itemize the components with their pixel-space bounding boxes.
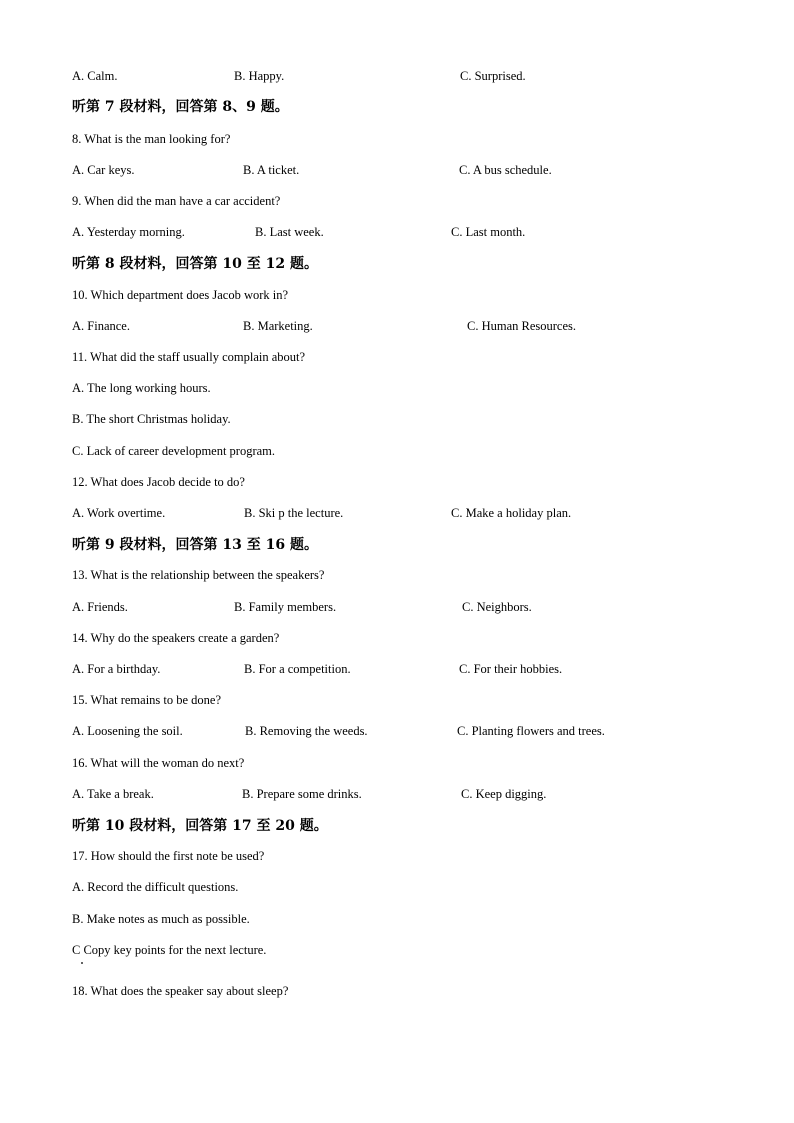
- question-13: 13. What is the relationship between the speakers?: [72, 568, 325, 582]
- question-17: 17. How should the first note be used?: [72, 849, 265, 863]
- q15-option-b: B. Removing the weeds.: [245, 724, 368, 738]
- question-8: 8. What is the man looking for?: [72, 132, 231, 146]
- q9-option-b: B. Last week.: [255, 225, 324, 239]
- q8-option-a: A. Car keys.: [72, 163, 135, 177]
- q10-option-a: A. Finance.: [72, 319, 130, 333]
- section-heading-10: 听第 10 段材料，回答第 17 至 20 题。: [72, 818, 328, 834]
- question-9: 9. When did the man have a car accident?: [72, 194, 281, 208]
- q11-option-c: C. Lack of career development program.: [72, 444, 276, 458]
- q7-option-a: A. Calm.: [72, 69, 118, 83]
- section-heading-9: 听第 9 段材料，回答第 13 至 16 题。: [72, 537, 318, 553]
- q12-option-a: A. Work overtime.: [72, 506, 166, 520]
- q15-option-c: C. Planting flowers and trees.: [457, 724, 605, 738]
- question-14: 14. Why do the speakers create a garden?: [72, 631, 280, 645]
- q13-option-b: B. Family members.: [234, 600, 337, 614]
- q12-option-c: C. Make a holiday plan.: [451, 506, 572, 520]
- q7-option-b: B. Happy.: [234, 69, 285, 83]
- q13-option-a: A. Friends.: [72, 600, 128, 614]
- q14-option-a: A. For a birthday.: [72, 662, 161, 676]
- q17-option-b: B. Make notes as much as possible.: [72, 912, 250, 926]
- q9-option-a: A. Yesterday morning.: [72, 225, 185, 239]
- q8-option-c: C. A bus schedule.: [459, 163, 552, 177]
- q10-option-b: B. Marketing.: [243, 319, 313, 333]
- q11-option-a: A. The long working hours.: [72, 381, 211, 395]
- q10-option-c: C. Human Resources.: [467, 319, 577, 333]
- q11-option-b: B. The short Christmas holiday.: [72, 412, 231, 426]
- section-heading-7: 听第 7 段材料，回答第 8、9 题。: [72, 99, 289, 115]
- q16-option-a: A. Take a break.: [72, 787, 154, 801]
- question-11: 11. What did the staff usually complain about?: [72, 350, 306, 364]
- stray-dot: [81, 962, 83, 964]
- q9-option-c: C. Last month.: [451, 225, 526, 239]
- q15-option-a: A. Loosening the soil.: [72, 724, 183, 738]
- question-15: 15. What remains to be done?: [72, 693, 222, 707]
- q17-option-a: A. Record the difficult questions.: [72, 880, 239, 894]
- q17-option-c: C Copy key points for the next lecture.: [72, 943, 267, 957]
- q13-option-c: C. Neighbors.: [462, 600, 532, 614]
- question-16: 16. What will the woman do next?: [72, 756, 245, 770]
- question-18: 18. What does the speaker say about sleep?: [72, 984, 289, 998]
- section-heading-8: 听第 8 段材料，回答第 10 至 12 题。: [72, 256, 318, 272]
- q12-option-b: B. Ski p the lecture.: [244, 506, 344, 520]
- question-12: 12. What does Jacob decide to do?: [72, 475, 245, 489]
- q14-option-b: B. For a competition.: [244, 662, 351, 676]
- q16-option-b: B. Prepare some drinks.: [242, 787, 362, 801]
- question-10: 10. Which department does Jacob work in?: [72, 288, 289, 302]
- q14-option-c: C. For their hobbies.: [459, 662, 563, 676]
- q16-option-c: C. Keep digging.: [461, 787, 547, 801]
- q7-option-c: C. Surprised.: [460, 69, 526, 83]
- q8-option-b: B. A ticket.: [243, 163, 300, 177]
